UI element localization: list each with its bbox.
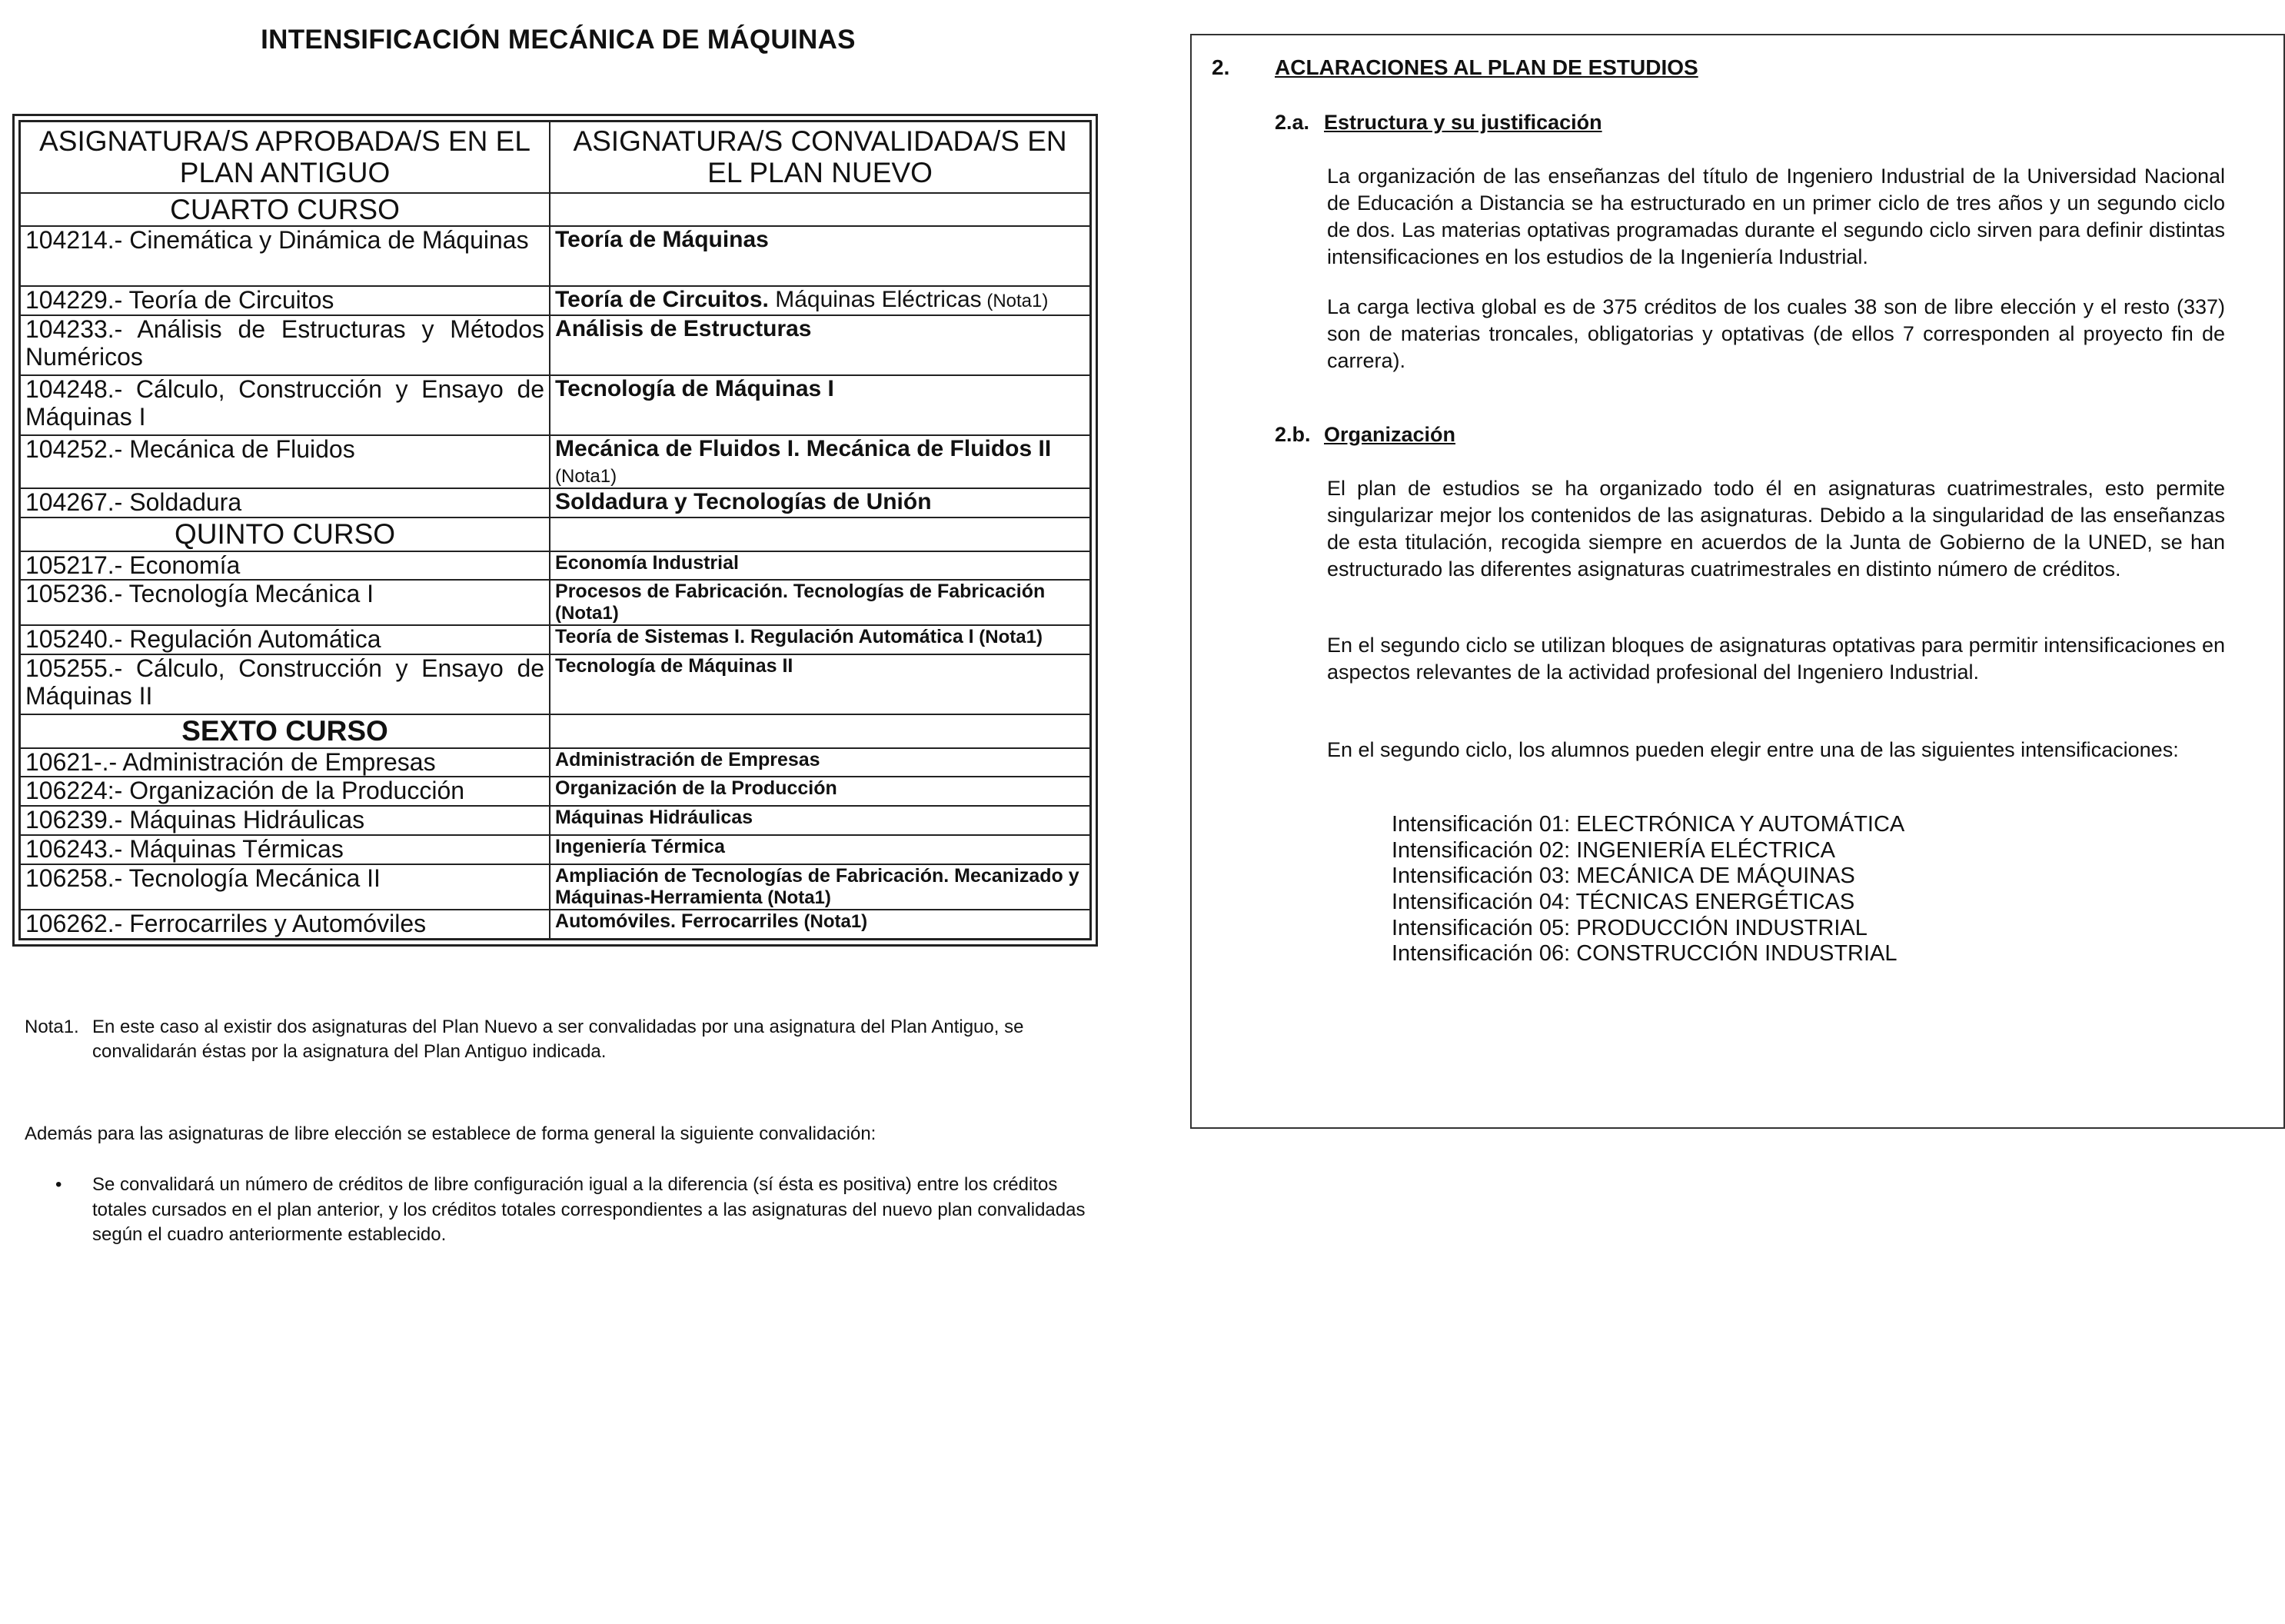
table-row xyxy=(20,910,1091,939)
subsection-b-number: 2.b. xyxy=(1275,423,1311,446)
list-item: Intensificación 03: MECÁNICA DE MÁQUINAS xyxy=(1392,864,1855,889)
old-subject: 104229.- Teoría de Circuitos xyxy=(20,286,550,315)
old-subject: 104233.- Análisis de Estructuras y Métodos Numéricos xyxy=(20,315,550,375)
old-subject: 104248.- Cálculo, Construcción y Ensayo de Máquinas I xyxy=(20,375,550,435)
old-subject: 104267.- Soldadura xyxy=(20,488,550,517)
subsection-a-number: 2.a. xyxy=(1275,111,1310,134)
course-heading: QUINTO CURSO xyxy=(20,517,550,551)
new-subject: Ingeniería Térmica xyxy=(550,835,1090,864)
new-subject: Análisis de Estructuras xyxy=(550,315,1090,375)
new-subject: Soldadura y Tecnologías de Unión xyxy=(550,488,1090,517)
nota1 xyxy=(25,1015,1109,1065)
section-number: 2. xyxy=(1212,55,1230,79)
paragraph-organization: El plan de estudios se ha organizado todo él en asignaturas cuatrimestrales, esto permite singularizar mejor los contenidos de las asignaturas. Debido a la singularidad de las enseñanzas de esta titulación, recogida siempre en acuerdos de la Junta de Gobierno de la UNED, se han estructurado las diferentes asignaturas cuatrimestrales en distinto número de créditos. xyxy=(1327,477,2225,581)
course-row xyxy=(20,714,1091,747)
plan-clarifications-box xyxy=(1190,34,2285,1129)
nota-ref: (Nota1) xyxy=(762,887,831,908)
new-subject: Economía Industrial xyxy=(550,551,1090,581)
list-item: Intensificación 02: INGENIERÍA ELÉCTRICA xyxy=(1392,837,1835,863)
section-title: ACLARACIONES AL PLAN DE ESTUDIOS xyxy=(1275,55,1698,79)
nota1-text: En este caso al existir dos asignaturas del Plan Nuevo a ser convalidadas por una asignatura del Plan Antiguo, se convalidarán éstas por la asignatura del Plan Antiguo indicada. xyxy=(92,1017,1024,1063)
notes-section xyxy=(25,1015,1109,1247)
table-row xyxy=(20,435,1091,488)
new-subject: Tecnología de Máquinas II xyxy=(550,654,1090,714)
convalidation-table-frame xyxy=(12,114,1098,947)
course-heading: SEXTO CURSO xyxy=(20,714,550,747)
table-row xyxy=(20,835,1091,864)
table-row xyxy=(20,286,1091,315)
nota-ref: (Nota1) xyxy=(981,291,1049,312)
new-subject: Procesos de Fabricación. Tecnologías de Fabricación (Nota1) xyxy=(550,580,1090,625)
new-subject: Administración de Empresas xyxy=(550,748,1090,777)
course-heading: CUARTO CURSO xyxy=(20,193,550,226)
bullet-item xyxy=(25,1173,1109,1247)
old-subject: 105236.- Tecnología Mecánica I xyxy=(20,580,550,625)
table-row xyxy=(20,806,1091,835)
course-row xyxy=(20,193,1091,226)
old-subject: 106258.- Tecnología Mecánica II xyxy=(20,864,550,910)
table-row xyxy=(20,654,1091,714)
new-subject: Teoría de Máquinas xyxy=(550,226,1090,286)
paragraph-credits: La carga lectiva global es de 375 créditos de los cuales 38 son de libre elección y el resto (337) son de materias troncales, obligatorias y optativas (de ellos 7 corresponden al proyecto fin de carrera). xyxy=(1327,295,2225,373)
old-subject: 10621-.- Administración de Empresas xyxy=(20,748,550,777)
table-row xyxy=(20,375,1091,435)
paragraph-intensifications-intro: En el segundo ciclo, los alumnos pueden elegir entre una de las siguientes intensificaciones: xyxy=(1327,738,2179,761)
old-subject: 106243.- Máquinas Térmicas xyxy=(20,835,550,864)
list-item: Intensificación 06: CONSTRUCCIÓN INDUSTRIAL xyxy=(1392,941,1898,967)
old-subject: 105240.- Regulación Automática xyxy=(20,625,550,654)
table-row xyxy=(20,864,1091,910)
subsection-b-title: Organización xyxy=(1324,423,1456,446)
header-new-plan: ASIGNATURA/S CONVALIDADA/S EN EL PLAN NUEVO xyxy=(550,121,1090,193)
course-row xyxy=(20,517,1091,551)
header-old-plan: ASIGNATURA/S APROBADA/S EN EL PLAN ANTIGUO xyxy=(20,121,550,193)
table-row xyxy=(20,551,1091,581)
subsection-a-title: Estructura y su justificación xyxy=(1324,111,1602,134)
old-subject: 106239.- Máquinas Hidráulicas xyxy=(20,806,550,835)
old-subject: 105255.- Cálculo, Construcción y Ensayo de Máquinas II xyxy=(20,654,550,714)
old-subject: 106224:- Organización de la Producción xyxy=(20,777,550,806)
old-subject: 104214.- Cinemática y Dinámica de Máquinas xyxy=(20,226,550,286)
table-row xyxy=(20,625,1091,654)
new-subject: Teoría de Sistemas I. Regulación Automática I (Nota1) xyxy=(550,625,1090,654)
nota-ref: (Nota1) xyxy=(798,910,868,932)
list-item: Intensificación 05: PRODUCCIÓN INDUSTRIAL xyxy=(1392,915,1868,940)
new-subject: Teoría de Circuitos. Máquinas Eléctricas (Nota1) xyxy=(550,286,1090,315)
general-convalidation-text: Además para las asignaturas de libre elección se establece de forma general la siguiente convalidación: xyxy=(25,1123,876,1144)
table-row xyxy=(20,488,1091,517)
old-subject: 106262.- Ferrocarriles y Automóviles xyxy=(20,910,550,939)
bullet-icon: • xyxy=(55,1174,62,1196)
nota-ref: (Nota1) xyxy=(973,627,1043,648)
table-row xyxy=(20,777,1091,806)
paragraph-second-cycle: En el segundo ciclo se utilizan bloques de asignaturas optativas para permitir intensificaciones en aspectos relevantes de la actividad profesional del Ingeniero Industrial. xyxy=(1327,634,2225,684)
new-subject: Máquinas Hidráulicas xyxy=(550,806,1090,835)
table-row xyxy=(20,226,1091,286)
new-subject: Mecánica de Fluidos I. Mecánica de Fluidos II (Nota1) xyxy=(550,435,1090,488)
list-item: Intensificación 01: ELECTRÓNICA Y AUTOMÁTICA xyxy=(1392,812,1905,837)
convalidation-table xyxy=(18,120,1092,940)
new-subject: Tecnología de Máquinas I xyxy=(550,375,1090,435)
old-subject: 104252.- Mecánica de Fluidos xyxy=(20,435,550,488)
new-subject: Automóviles. Ferrocarriles (Nota1) xyxy=(550,910,1090,939)
page-title: INTENSIFICACIÓN MECÁNICA DE MÁQUINAS xyxy=(261,25,856,55)
intensification-list xyxy=(1392,812,1904,967)
new-subject: Organización de la Producción xyxy=(550,777,1090,806)
nota-ref: (Nota1) xyxy=(555,465,617,487)
nota1-label: Nota1. xyxy=(25,1017,79,1037)
table-row xyxy=(20,580,1091,625)
table-header-row xyxy=(20,121,1091,193)
paragraph-structure: La organización de las enseñanzas del título de Ingeniero Industrial de la Universidad Nacional de Educación a Distancia se ha estructurado en un primer ciclo de tres años y un segundo ciclo de dos. Las materias optativas programadas durante el segundo ciclo sirven para definir distintas intensificaciones en los estudios de la Ingeniería Industrial. xyxy=(1327,165,2225,269)
table-row xyxy=(20,315,1091,375)
table-row xyxy=(20,748,1091,777)
old-subject: 105217.- Economía xyxy=(20,551,550,581)
list-item: Intensificación 04: TÉCNICAS ENERGÉTICAS xyxy=(1392,889,1855,914)
bullet-text: Se convalidará un número de créditos de libre configuración igual a la diferencia (sí ésta es positiva) entre los créditos totales cursados en el plan anterior, y los créditos totales correspondientes a las asignaturas del nuevo plan convalidadas según el cuadro anteriormente establecido. xyxy=(92,1174,1086,1245)
new-subject: Ampliación de Tecnologías de Fabricación. Mecanizado y Máquinas-Herramienta (Nota1) xyxy=(550,864,1090,910)
nota-ref: (Nota1) xyxy=(555,603,619,624)
